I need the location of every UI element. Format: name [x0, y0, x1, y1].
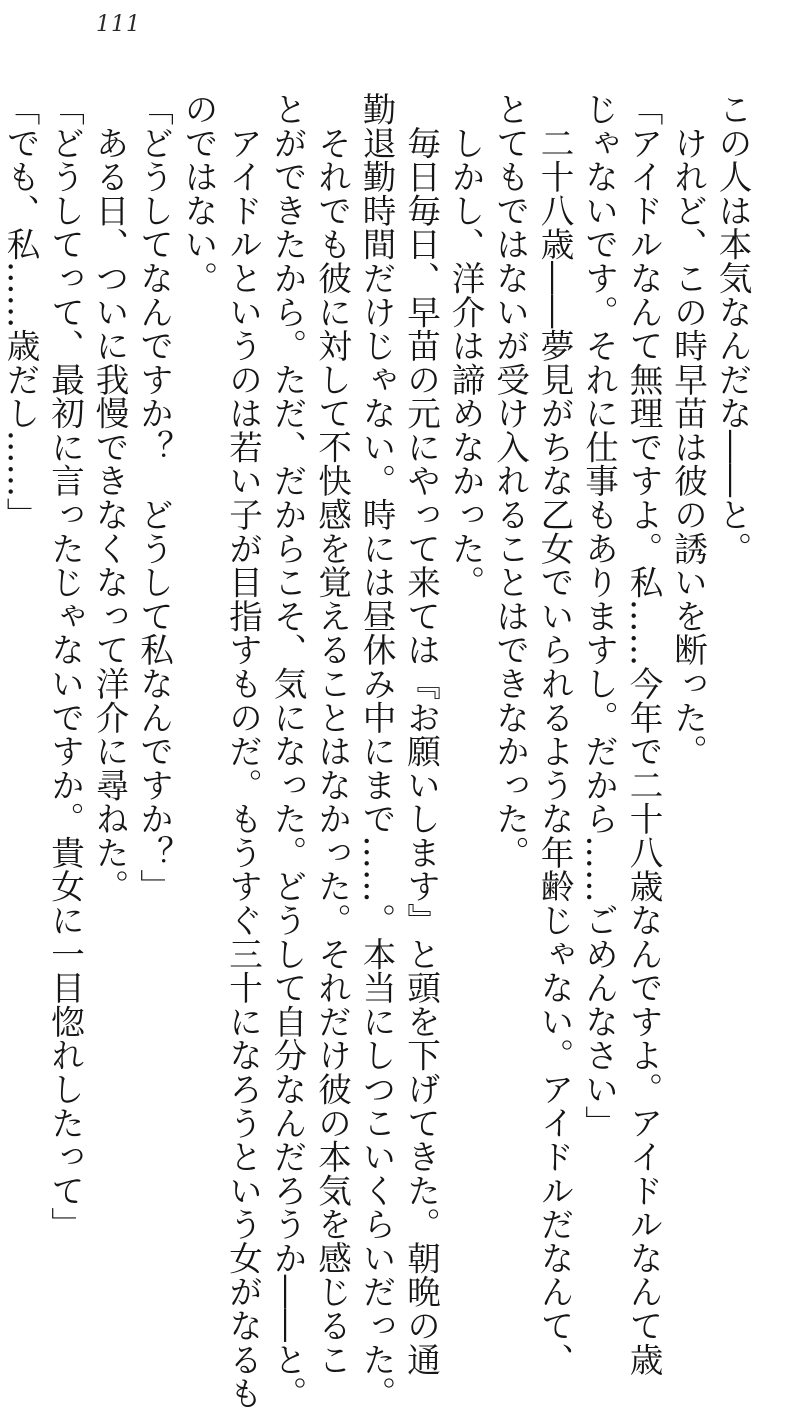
- text-line: 「どうしてって、最初に言ったじゃないですか。貴女に一目惚れしたって」: [45, 92, 85, 1241]
- page-number: 111: [96, 12, 141, 37]
- text-line: 「でも、私……歳だし……」: [1, 92, 40, 532]
- text-line: 二十八歳――夢見がちな乙女でいられるような年齢じゃない。アイドルだなんて、: [535, 92, 574, 1376]
- text-line: アイドルというのは若い子が目指すものだ。もうすぐ三十になろうという女がなるも: [223, 92, 263, 1410]
- text-line: しかし、洋介は諦めなかった。: [446, 92, 485, 599]
- text-line: 勤退勤時間だけじゃない。時には昼休み中にまで……。本当にしつこいくらいだった。: [357, 92, 396, 1410]
- text-line: とができたから。ただ、だからこそ、気になった。どうして自分なんだろうか――と。: [268, 92, 307, 1410]
- text-line: 「アイドルなんて無理ですよ。私……今年で二十八歳なんですよ。アイドルなんて歳: [624, 92, 663, 1376]
- text-line: のではない。: [179, 92, 218, 295]
- vertical-body-text: [1, 92, 754, 1410]
- text-line: とてもではないが受け入れることはできなかった。: [490, 92, 530, 870]
- text-line: この人は本気なんだな――と。: [713, 92, 752, 566]
- text-line: ある日、ついに我慢できなくなって洋介に尋ねた。: [90, 92, 129, 903]
- text-line: 「どうしてなんですか？ どうして私なんですか？」: [134, 92, 174, 903]
- text-line: けれど、この時早苗は彼の誘いを断った。: [668, 92, 708, 768]
- text-line: 毎日毎日、早苗の元にやって来ては『お願いします』と頭を下げてきた。朝晩の通: [401, 92, 441, 1377]
- text-line: じゃないです。それに仕事もありますし。だから……ごめんなさい」: [579, 92, 619, 1140]
- text-line: それでも彼に対して不快感を覚えることはなかった。それだけ彼の本気を感じるこ: [312, 92, 352, 1377]
